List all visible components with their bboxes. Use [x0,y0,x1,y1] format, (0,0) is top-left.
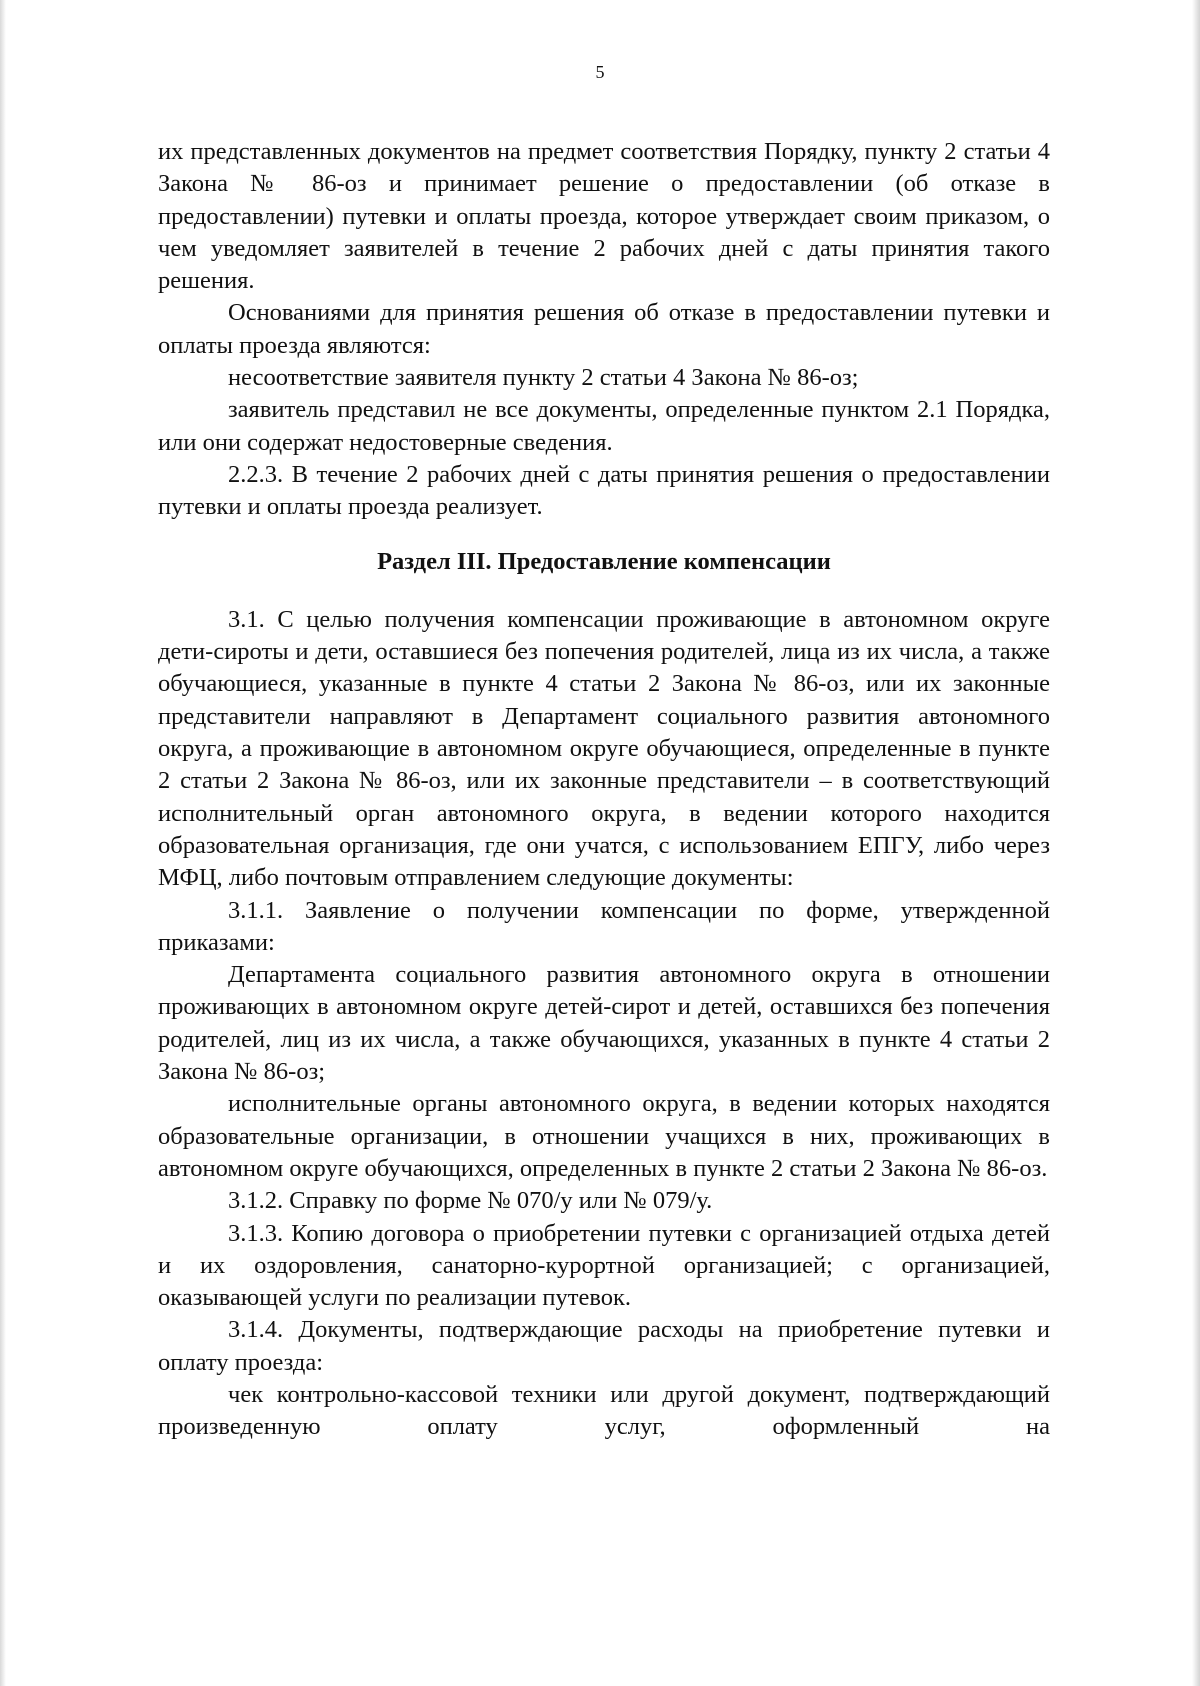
paragraph: 3.1.1. Заявление о получении компенсации по форме, утвержденной приказами: [158,896,1050,956]
paragraph: 3.1. С целью получения компенсации проживающие в автономном округе дети-сироты и дети, оставшиеся без попечения родителей, лица из их числа, а также обучающиеся, указанные в пункте 4 статьи 2 Закона № 86-оз, или их законные представители направляют в Департамент социального развития автономного округа, а проживающие в автономном округе обучающиеся, определенные в пункте 2 статьи 2 Закона № 86-оз, или их законные представители – в соответствующий исполнительный орган автономного округа, в ведении которого находится образовательная организация, где они учатся, с использованием ЕПГУ, либо через МФЦ, либо почтовым отправлением следующие документы: [158,605,1050,892]
scan-edge-right [1192,0,1200,1686]
paragraph: 3.1.4. Документы, подтверждающие расходы на приобретение путевки и оплату проезда: [158,1316,1050,1376]
paragraph: исполнительные органы автономного округа, в ведении которых находятся образовательные организации, в отношении учащихся в них, проживающих в автономном округе обучающихся, определенных в пункте 2 статьи 2 Закона № 86-оз. [158,1090,1050,1182]
page-number: 5 [595,62,605,82]
section-heading: Раздел III. Предоставление компенсации [377,547,831,575]
paragraph: 2.2.3. В течение 2 рабочих дней с даты принятия решения о предоставлении путевки и оплаты проезда реализует. [158,460,1050,521]
paragraph: чек контрольно-кассовой техники или другой документ, подтверждающий произведенную оплату услуг, оформленный на [158,1380,1050,1441]
paragraph: несоответствие заявителя пункту 2 статьи 4 Закона № 86-оз; [228,364,859,392]
document-body [158,136,1050,1444]
paragraph: заявитель представил не все документы, определенные пунктом 2.1 Порядка, или они содержат недостоверные сведения. [158,396,1050,456]
paragraph: 3.1.3. Копию договора о приобретении путевки с организацией отдыха детей и их оздоровления, санаторно-курортной организацией; с организацией, оказывающей услуги по реализации путевок. [158,1219,1050,1312]
scan-edge-left [0,0,6,1686]
paragraph: их представленных документов на предмет соответствия Порядку, пункту 2 статьи 4 Закона № 86-оз и принимает решение о предоставлении (об отказе в предоставлении) путевки и оплаты проезда, которое утверждает своим приказом, о чем уведомляет заявителей в течение 2 рабочих дней с даты принятия такого решения. [158,138,1050,295]
paragraph: 3.1.2. Справку по форме № 070/у или № 079/у. [228,1187,713,1215]
paragraph: Департамента социального развития автономного округа в отношении проживающих в автономном округе детей-сирот и детей, оставшихся без попечения родителей, лиц из их числа, а также обучающихся, указанных в пункте 4 статьи 2 Закона № 86-оз; [158,961,1050,1086]
paragraph: Основаниями для принятия решения об отказе в предоставлении путевки и оплаты проезда являются: [158,299,1050,359]
